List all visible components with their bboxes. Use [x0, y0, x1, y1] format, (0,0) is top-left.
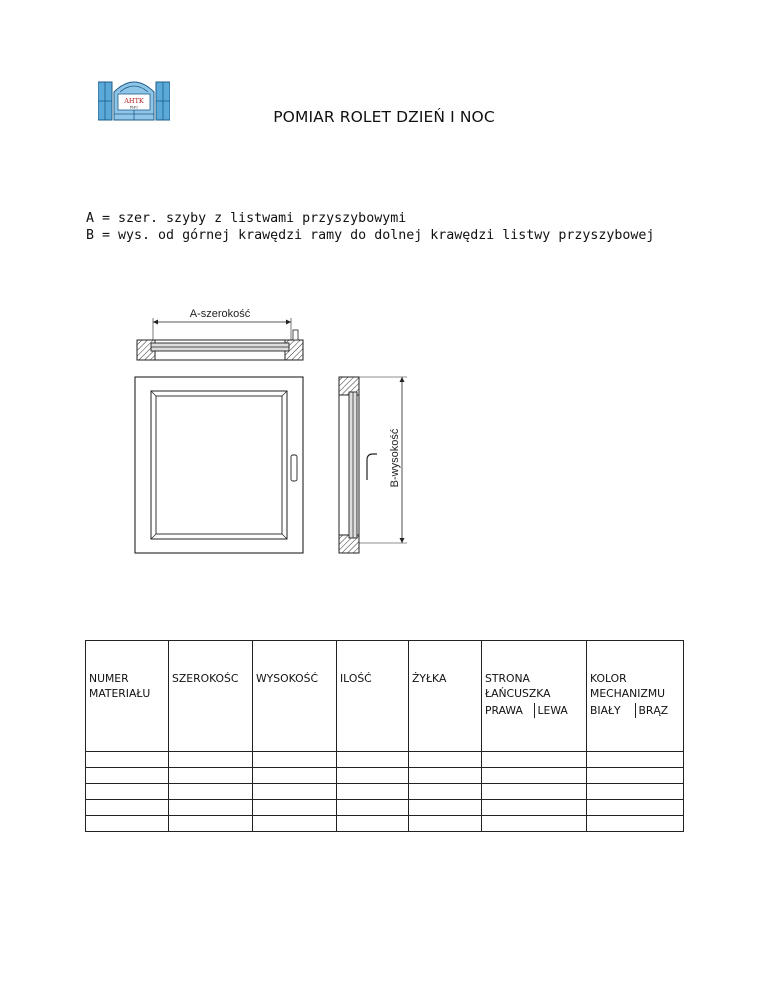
table-cell[interactable] — [337, 800, 409, 816]
definition-b: B = wys. od górnej krawędzi ramy do dolnej krawędzi listwy przyszybowej — [86, 228, 655, 243]
table-cell[interactable] — [253, 768, 337, 784]
logo-subtext: PHU — [129, 105, 139, 110]
strona-subheaders — [482, 703, 586, 718]
window-measurement-drawing — [125, 300, 415, 562]
top-section-view — [137, 308, 303, 360]
header-zylka: ŻYŁKA — [409, 641, 482, 752]
table-cell[interactable] — [482, 816, 587, 832]
table-header-row — [86, 641, 684, 752]
handle-icon — [291, 455, 297, 481]
table-cell[interactable] — [86, 768, 169, 784]
subheader-prawa: PRAWA — [485, 704, 523, 717]
table-cell[interactable] — [409, 768, 482, 784]
width-label: A-szerokość — [189, 308, 251, 320]
table-cell[interactable] — [86, 816, 169, 832]
header-numer: NUMER MATERIAŁU — [86, 641, 169, 752]
table-cell[interactable] — [86, 800, 169, 816]
table-cell[interactable] — [587, 800, 684, 816]
table-cell[interactable] — [86, 784, 169, 800]
table-row — [86, 784, 684, 800]
table-cell[interactable] — [169, 784, 253, 800]
subheader-braz: BRĄZ — [635, 703, 684, 718]
header-szerokosc: SZEROKOŚC — [169, 641, 253, 752]
handle-side-icon — [367, 454, 377, 480]
table-cell[interactable] — [482, 800, 587, 816]
table-cell[interactable] — [587, 816, 684, 832]
table-cell[interactable] — [253, 816, 337, 832]
header-strona: STRONA ŁAŃCUSZKA PRAWA LEWA — [482, 641, 587, 752]
table-cell[interactable] — [409, 752, 482, 768]
table-cell[interactable] — [482, 768, 587, 784]
table-cell[interactable] — [86, 752, 169, 768]
header-ilosc: ILOŚĆ — [337, 641, 409, 752]
subheader-bialy: BIAŁY — [590, 704, 621, 717]
table-cell[interactable] — [409, 800, 482, 816]
table-cell[interactable] — [482, 784, 587, 800]
table-cell[interactable] — [169, 768, 253, 784]
table-row — [86, 800, 684, 816]
header-wysokosc: WYSOKOŚĆ — [253, 641, 337, 752]
table-cell[interactable] — [337, 816, 409, 832]
order-table — [85, 640, 684, 832]
table-cell[interactable] — [337, 752, 409, 768]
table-row — [86, 752, 684, 768]
table-cell[interactable] — [253, 784, 337, 800]
logo-text: AHTK — [124, 97, 144, 105]
table-cell[interactable] — [482, 752, 587, 768]
table-cell[interactable] — [169, 752, 253, 768]
table-cell[interactable] — [587, 768, 684, 784]
table-cell[interactable] — [253, 800, 337, 816]
header-kolor: KOLOR MECHANIZMU BIAŁY BRĄZ — [587, 641, 684, 752]
table-cell[interactable] — [409, 816, 482, 832]
table-cell[interactable] — [587, 784, 684, 800]
page-title: POMIAR ROLET DZIEŃ I NOC — [273, 108, 495, 126]
height-label: B-wysokość — [389, 428, 401, 488]
table-row — [86, 816, 684, 832]
table-cell[interactable] — [337, 784, 409, 800]
table-row — [86, 768, 684, 784]
kolor-subheaders — [587, 703, 683, 718]
definition-a: A = szer. szyby z listwami przyszybowymi — [86, 211, 407, 226]
table-cell[interactable] — [169, 800, 253, 816]
front-view — [135, 377, 303, 553]
table-cell[interactable] — [587, 752, 684, 768]
table-cell[interactable] — [169, 816, 253, 832]
subheader-lewa: LEWA — [534, 703, 587, 718]
side-section-view — [339, 377, 407, 553]
table-cell[interactable] — [409, 784, 482, 800]
table-cell[interactable] — [337, 768, 409, 784]
table-cell[interactable] — [253, 752, 337, 768]
